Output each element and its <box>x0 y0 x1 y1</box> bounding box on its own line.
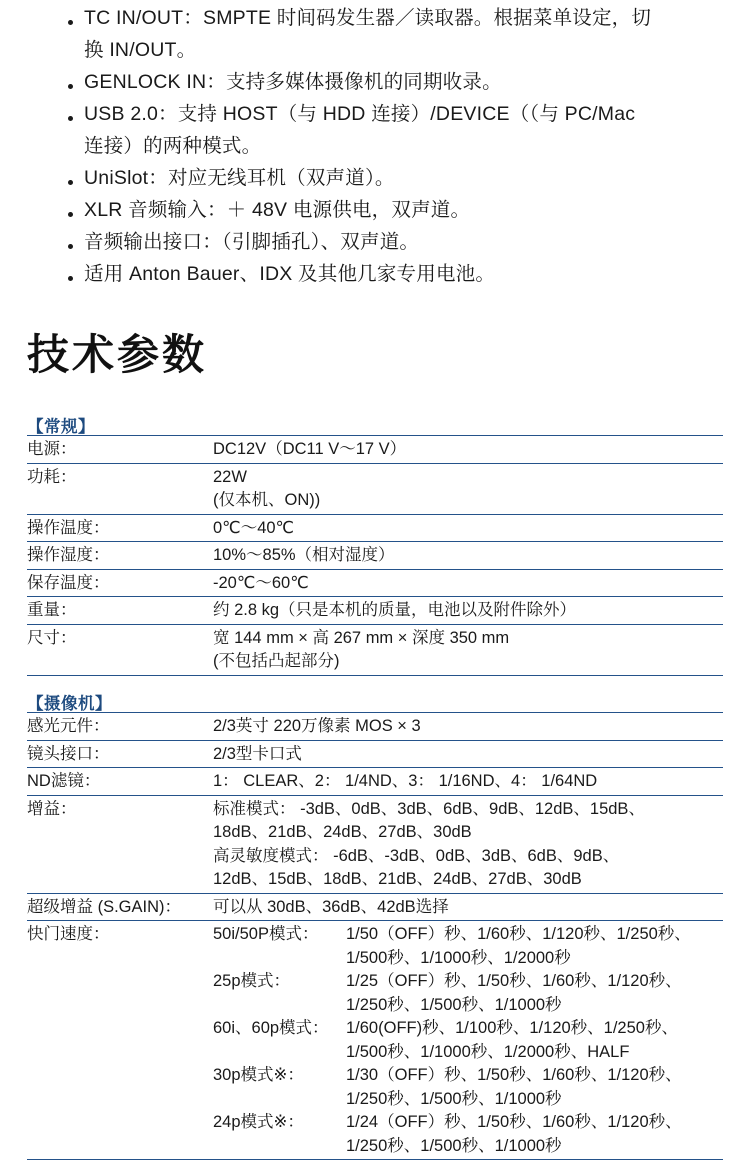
spec-label: 超级增益 (S.GAIN)： <box>27 893 213 921</box>
spec-value <box>213 597 723 625</box>
shutter-mode-name: 30p模式※： <box>213 1066 304 1084</box>
spec-label: 保存温度： <box>27 569 213 597</box>
bullet-item <box>66 2 726 66</box>
table-row <box>27 893 723 921</box>
spec-value-line: 1/30（OFF）秒、1/50秒、1/60秒、1/120秒、 <box>346 1066 682 1084</box>
table-row <box>27 597 723 625</box>
spec-label: 快门速度： <box>27 921 213 1160</box>
page-title: 技术参数 <box>27 331 208 378</box>
feature-bullet-list <box>66 2 726 290</box>
spec-value-line: -20℃～60℃ <box>213 573 309 592</box>
spec-value-line: (仅本机、ON)) <box>213 491 321 509</box>
spec-value-line: 可以从 30dB、36dB、42dB选择 <box>213 897 449 916</box>
bullet-item <box>66 66 726 98</box>
shutter-mode-values <box>346 1017 723 1064</box>
bullet-item <box>66 258 726 290</box>
table-row <box>27 768 723 796</box>
spec-value-line: 1/250秒、1/500秒、1/1000秒 <box>346 995 562 1014</box>
table-row <box>27 463 723 514</box>
spec-value <box>213 713 723 741</box>
spec-value-line: (不包括凸起部分) <box>213 652 340 670</box>
spec-value <box>213 768 723 796</box>
spec-label: 镜头接口： <box>27 740 213 768</box>
table-row <box>27 740 723 768</box>
spec-value <box>213 514 723 542</box>
spec-value-line: 1/60(OFF)秒、1/100秒、1/120秒、1/250秒、 <box>346 1019 678 1037</box>
spec-value <box>213 795 723 893</box>
bullet-line: USB 2.0：支持 HOST（与 HDD 连接）/DEVICE（（与 PC/Mac <box>84 103 636 125</box>
spec-value-line: 约 2.8 kg（只是本机的质量，电池以及附件除外） <box>213 601 577 619</box>
spec-value-line: 2/3英寸 220万像素 MOS × 3 <box>213 717 421 735</box>
table-row <box>27 436 723 464</box>
spec-value-line: 宽 144 mm × 高 267 mm × 深度 350 mm <box>213 628 510 647</box>
bullet-line: GENLOCK IN：支持多媒体摄像机的同期收录。 <box>84 71 502 93</box>
spec-value-line: 高灵敏度模式： -6dB、-3dB、0dB、3dB、6dB、9dB、 <box>213 846 620 865</box>
shutter-mode-name: 25p模式： <box>213 972 291 990</box>
bullet-line: XLR 音频输入：＋ 48V 电源供电，双声道。 <box>84 199 471 221</box>
spec-value-line: 1/250秒、1/500秒、1/1000秒 <box>346 1136 562 1155</box>
table-row <box>27 514 723 542</box>
spec-value-line: 标准模式： -3dB、0dB、3dB、6dB、9dB、12dB、15dB、 <box>213 799 645 818</box>
shutter-mode-name: 50i/50P模式： <box>213 925 319 943</box>
spec-value-line: 12dB、15dB、18dB、21dB、24dB、27dB、30dB <box>213 870 582 888</box>
spec-table-camera <box>27 712 723 1160</box>
spec-value-line: 0℃～40℃ <box>213 518 295 537</box>
spec-table-general <box>27 435 723 676</box>
shutter-mode-name: 60i、60p模式： <box>213 1019 329 1037</box>
table-row <box>27 795 723 893</box>
shutter-mode-values <box>346 1064 723 1111</box>
spec-label: 尺寸： <box>27 624 213 675</box>
bullet-line: 适用 Anton Bauer、IDX 及其他几家专用电池。 <box>84 263 496 285</box>
spec-value <box>213 436 723 464</box>
shutter-mode-name: 24p模式※： <box>213 1113 304 1131</box>
bullet-item <box>66 226 726 258</box>
spec-value-line: 2/3型卡口式 <box>213 744 302 763</box>
shutter-mode-values <box>346 923 723 970</box>
spec-value <box>213 463 723 514</box>
shutter-mode <box>213 1017 723 1064</box>
shutter-mode <box>213 923 723 970</box>
bullet-line: TC IN/OUT：SMPTE 时间码发生器／读取器。根据菜单设定，切 <box>84 7 652 29</box>
spec-label: 功耗： <box>27 463 213 514</box>
spec-value <box>213 569 723 597</box>
shutter-mode-values <box>346 1111 723 1158</box>
shutter-mode <box>213 1064 723 1111</box>
spec-value-line: 22W <box>213 467 247 486</box>
spec-value-line: 1/50（OFF）秒、1/60秒、1/120秒、1/250秒、 <box>346 925 691 943</box>
bullet-line: UniSlot：对应无线耳机（双声道）。 <box>84 167 395 189</box>
spec-value-line: 10%～85%（相对湿度） <box>213 546 395 564</box>
spec-value <box>213 740 723 768</box>
spec-value-line: 1： CLEAR、2： 1/4ND、3： 1/16ND、4： 1/64ND <box>213 772 598 790</box>
bullet-item <box>66 98 726 162</box>
bullet-line: 连接）的两种模式。 <box>84 135 262 157</box>
bullet-line: 换 IN/OUT。 <box>84 39 197 61</box>
spec-label: 操作温度： <box>27 514 213 542</box>
spec-label: 感光元件： <box>27 713 213 741</box>
section-heading-camera: 【摄像机】 <box>27 695 112 713</box>
table-row <box>27 569 723 597</box>
spec-value <box>213 542 723 570</box>
shutter-speed-modes <box>213 921 723 1160</box>
spec-label: 重量： <box>27 597 213 625</box>
shutter-mode <box>213 970 723 1017</box>
spec-value-line: 18dB、21dB、24dB、27dB、30dB <box>213 823 472 841</box>
spec-value <box>213 624 723 675</box>
spec-label: 操作湿度： <box>27 542 213 570</box>
table-row <box>27 713 723 741</box>
spec-value-line: 1/250秒、1/500秒、1/1000秒 <box>346 1089 562 1108</box>
shutter-mode <box>213 1111 723 1158</box>
spec-value-line: 1/25（OFF）秒、1/50秒、1/60秒、1/120秒、 <box>346 972 682 990</box>
spec-label: 增益： <box>27 795 213 893</box>
spec-value-line: DC12V（DC11 V～17 V） <box>213 440 407 458</box>
bullet-line: 音频输出接口：（引脚插孔）、双声道。 <box>84 231 420 253</box>
table-row <box>27 921 723 1160</box>
shutter-mode-values <box>346 970 723 1017</box>
spec-value <box>213 893 723 921</box>
spec-value-line: 1/24（OFF）秒、1/50秒、1/60秒、1/120秒、 <box>346 1113 682 1131</box>
spec-label: 电源： <box>27 436 213 464</box>
table-row <box>27 624 723 675</box>
bullet-item <box>66 162 726 194</box>
spec-value-line: 1/500秒、1/1000秒、1/2000秒 <box>346 948 571 967</box>
bullet-item <box>66 194 726 226</box>
section-heading-general: 【常规】 <box>27 418 95 436</box>
table-row <box>27 542 723 570</box>
spec-label: ND滤镜： <box>27 768 213 796</box>
spec-value-line: 1/500秒、1/1000秒、1/2000秒、HALF <box>346 1042 630 1061</box>
